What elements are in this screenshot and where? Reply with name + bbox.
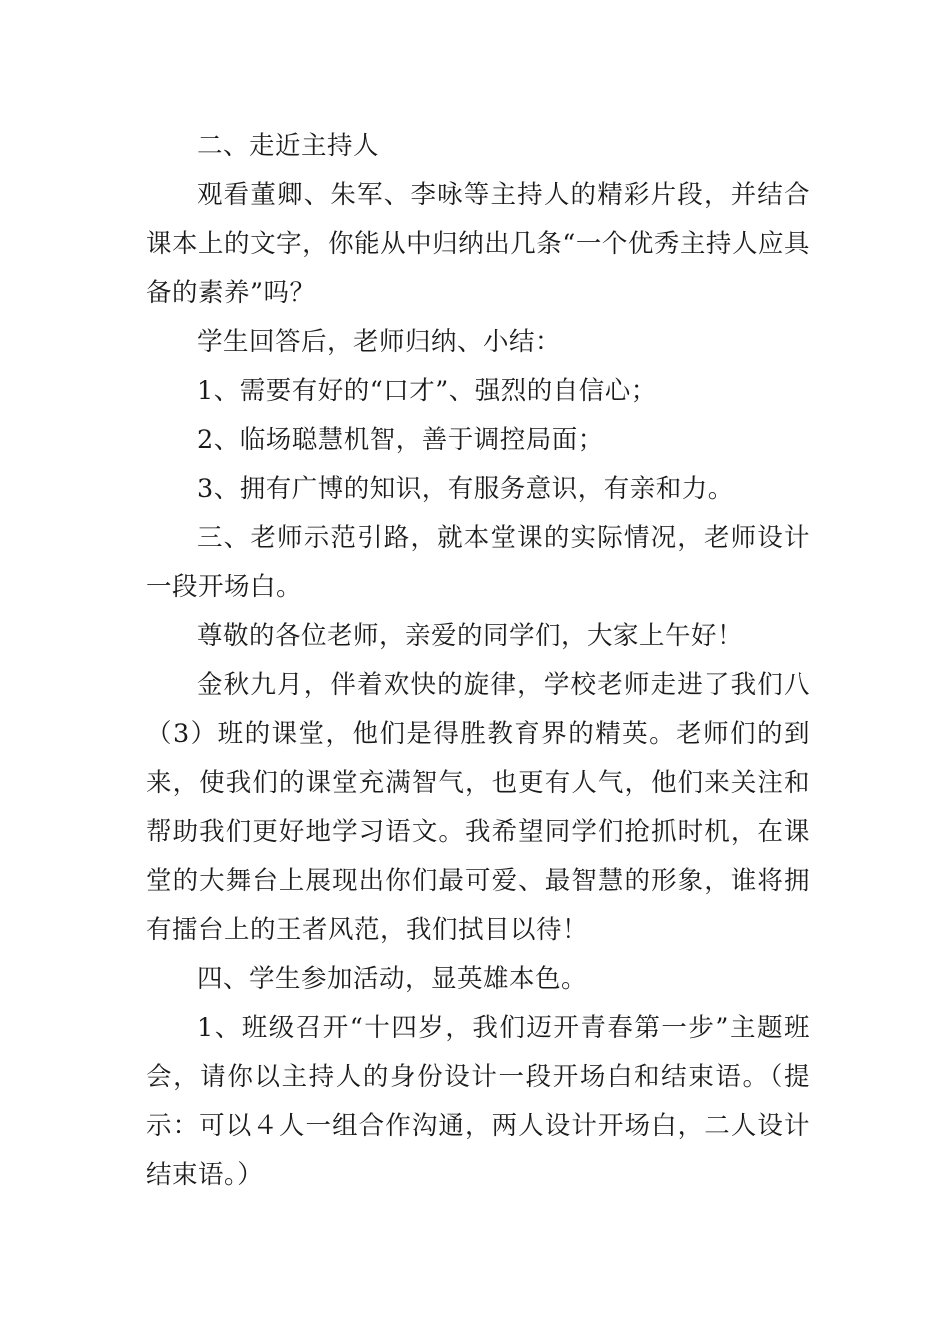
section-heading-teacher-demo: 三、老师示范引路，就本堂课的实际情况，老师设计一段开场白。 bbox=[146, 523, 810, 602]
paragraph-teacher-summary: 学生回答后，老师归纳、小结： bbox=[197, 327, 562, 357]
paragraph-opening-speech: 金秋九月，伴着欢快的旋律，学校老师走进了我们八（3）班的课堂，他们是得胜教育界的精英。老师们的到来，使我们的课堂充满智气，也更有人气，他们来关注和帮助我们更好地学习语文。我希望同学们抢抓时机，在课堂的大舞台上展现出你们最可爱、最智慧的形象，谁将拥有擂台上的王者风范，我们拭目以待！ bbox=[146, 670, 810, 945]
paragraph-class-meeting-task: 1、班级召开“十四岁，我们迈开青春第一步”主题班会，请你以主持人的身份设计一段开场白和结束语。（提示：可以４人一组合作沟通，两人设计开场白，二人设计结束语。） bbox=[146, 1013, 810, 1190]
paragraph-watch-hosts: 观看董卿、朱军、李咏等主持人的精彩片段，并结合课本上的文字，你能从中归纳出几条“一个优秀主持人应具备的素养”吗？ bbox=[146, 180, 810, 308]
list-item-eloquence: 1、需要有好的“口才”、强烈的自信心； bbox=[197, 376, 657, 406]
document-body bbox=[146, 122, 810, 1200]
section-heading-student-activity: 四、学生参加活动，显英雄本色。 bbox=[197, 964, 588, 994]
paragraph-greeting: 尊敬的各位老师，亲爱的同学们，大家上午好！ bbox=[197, 621, 744, 651]
list-item-quick-wit: 2、临场聪慧机智，善于调控局面； bbox=[197, 425, 604, 455]
list-item-knowledge: 3、拥有广博的知识，有服务意识，有亲和力。 bbox=[197, 474, 734, 504]
section-heading-approach-host: 二、走近主持人 bbox=[197, 131, 380, 161]
